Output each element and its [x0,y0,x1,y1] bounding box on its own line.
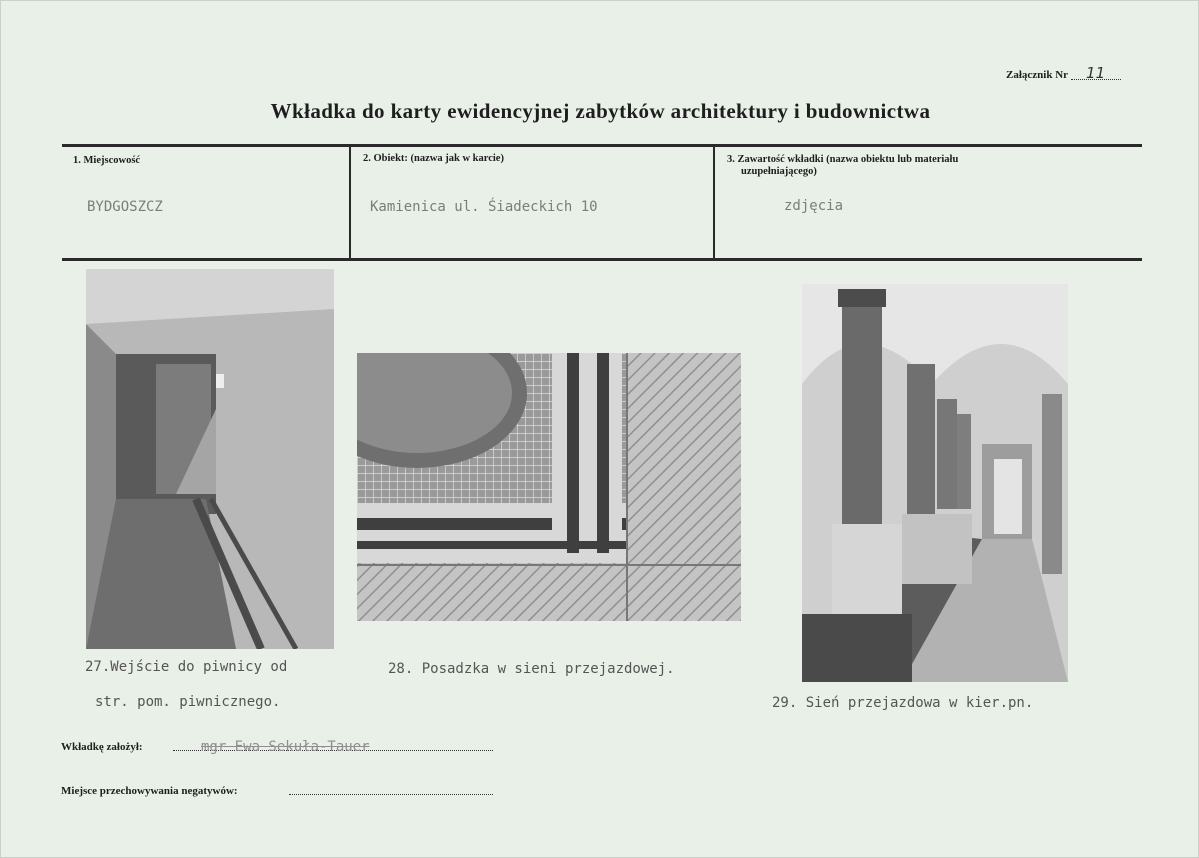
locality-label: 1. Miejscowość [73,155,141,166]
page-title: Wkładka do karty ewidencyjnej zabytków architektury i budownictwa [270,99,931,123]
photo-passage-hall [802,284,1068,682]
caption-29: 29. Sień przejazdowa w kier.pn. [772,695,1034,711]
annex-number [1006,64,1121,82]
object-label: 2. Obiekt: (nazwa jak w karcie) [363,153,504,164]
object-value: Kamienica ul. Śiadeckich 10 [370,199,598,215]
annex-value: 11 [1071,67,1121,80]
author-label: Wkładkę założył: [61,741,143,753]
storage-label: Miejsce przechowywania negatywów: [61,785,238,797]
caption-28: 28. Posadzka w sieni przejazdowej. [388,661,675,677]
annex-label: Załącznik Nr [1006,69,1068,81]
contents-label-line1: 3. Zawartość wkładki (nazwa obiektu lub materiału [727,154,959,165]
header-divider-1 [349,146,351,258]
header-bottom-rule [62,258,1142,261]
storage-dotline [289,793,493,795]
header-divider-2 [713,146,715,258]
caption-27-line2: str. pom. piwnicznego. [95,694,281,710]
header-top-rule [62,144,1142,147]
author-value: mgr Ewa Sekuła-Tauer [201,739,370,755]
contents-label-line2: uzupełniającego) [741,166,817,177]
locality-value: BYDGOSZCZ [87,199,163,215]
contents-value: zdjęcia [784,198,844,214]
caption-27-line1: 27.Wejście do piwnicy od [85,659,288,675]
photo-cellar-entrance [86,269,334,649]
photo-floor-tiles [357,353,741,621]
